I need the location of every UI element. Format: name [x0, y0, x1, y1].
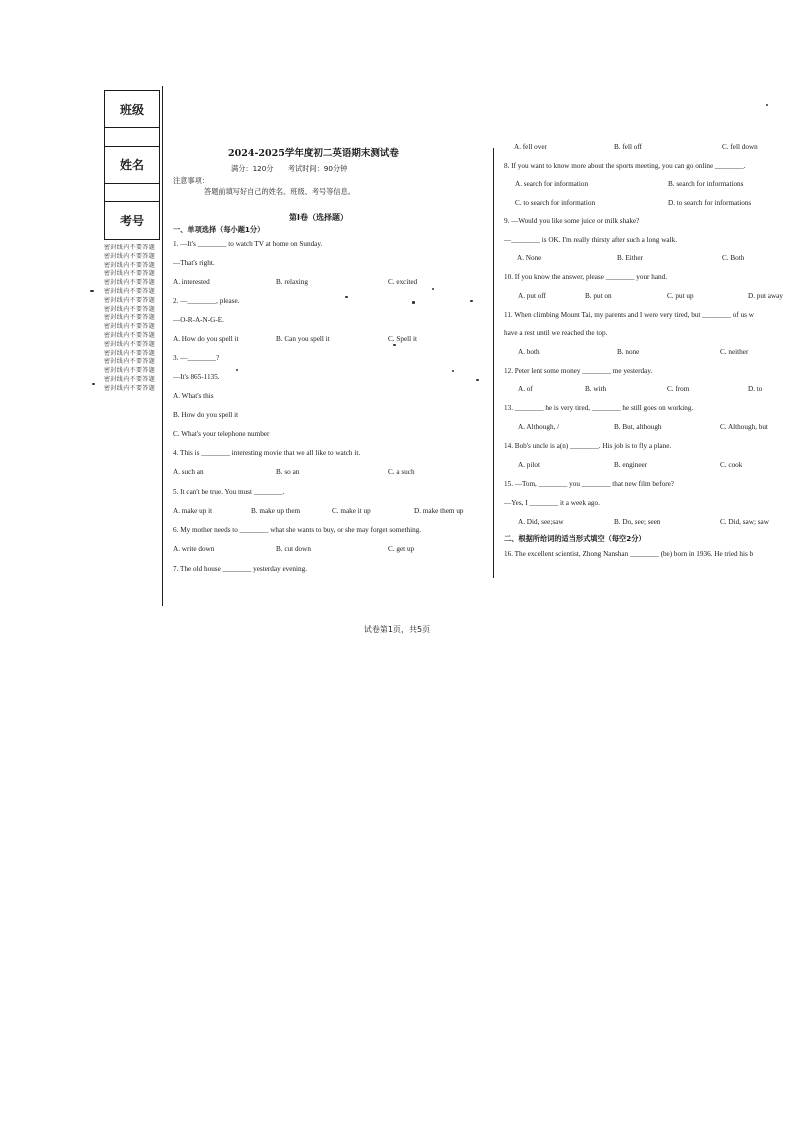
right-line: C. cook	[720, 461, 743, 469]
seal-line-text: 密封线内不要答题密封线内不要答题密封线内不要答题密封线内不要答题密封线内不要答题密封线内不要答题密封线内不要答题密封线内不要答题密封线内不要答题密封线内不要答题密封线内不要答题密封线内不要答题密封线内不要答题密封线内不要答题密封线内不要答题密封线内不要答题密封线内不要答题	[104, 244, 156, 392]
right-line: A. pilot	[518, 461, 540, 469]
right-line: A. put off	[518, 292, 547, 300]
right-line: A. search for information	[515, 180, 589, 188]
exam-title: 2024-2025学年度初二英语期末测试卷	[228, 148, 399, 159]
scan-speck	[452, 370, 454, 372]
right-line: B. search for informations	[668, 180, 744, 188]
right-line: D. put away	[748, 292, 783, 300]
right-line: A. Did, see;saw	[518, 518, 564, 526]
right-line: B. But, although	[614, 423, 662, 431]
left-line: 4. This is ________ interesting movie that we all like to watch it.	[173, 449, 361, 457]
left-line: C. a such	[388, 468, 415, 476]
left-line: 2. —________, please.	[173, 297, 240, 305]
left-line: A. interested	[173, 278, 210, 286]
section-one-heading: 一、单项选择（每小题1分）	[173, 225, 265, 234]
left-line: B. relaxing	[276, 278, 308, 286]
left-line: B. How do you spell it	[173, 411, 239, 419]
right-line: B. Either	[617, 254, 643, 262]
left-line: A. such an	[173, 468, 204, 476]
page-footer: 试卷第1页，共5页	[363, 625, 431, 634]
student-info-box	[104, 90, 160, 240]
left-line: —That's right.	[173, 259, 215, 267]
notes-text: 答题前填写好自己的姓名、班级、考号等信息。	[204, 187, 355, 196]
right-line: have a rest until we reached the top.	[504, 329, 608, 337]
left-line: B. cut down	[276, 545, 311, 553]
right-line: 13. ________ he is very tired, ________ he still goes on working.	[504, 404, 694, 412]
left-line: 3. —________?	[173, 354, 220, 362]
left-line: 1. —It's ________ to watch TV at home on Sunday.	[173, 240, 323, 248]
right-line: —________ is OK. I'm really thirsty after such a long walk.	[504, 236, 677, 244]
right-line: A. fell over	[514, 143, 547, 151]
right-line: 9. —Would you like some juice or milk shake?	[504, 217, 640, 225]
right-line: B. engineer	[614, 461, 648, 469]
right-line: A. of	[518, 385, 533, 393]
scan-speck	[92, 383, 95, 385]
scan-speck	[393, 344, 396, 346]
right-line: A. Although, /	[518, 423, 560, 431]
right-line: 10. If you know the answer, please ________ your hand.	[504, 273, 667, 281]
left-line: —O-R-A-N-G-E.	[173, 316, 224, 324]
right-line: D. to search for informations	[668, 199, 752, 207]
name-label: 姓名	[105, 147, 159, 184]
left-line: C. get up	[388, 545, 415, 553]
left-line: A. How do you spell it	[173, 335, 239, 343]
center-divider-line	[493, 148, 494, 578]
left-line: A. What's this	[173, 392, 214, 400]
notes-label: 注意事项：	[173, 176, 209, 185]
right-line: A. both	[518, 348, 540, 356]
scan-speck	[432, 288, 434, 290]
right-line: 16. The excellent scientist, Zhong Nanshan ________ (be) born in 1936. He tried his b	[504, 550, 754, 558]
class-label: 班级	[105, 91, 159, 128]
right-line: 11. When climbing Mount Tai, my parents and I were very tired, but ________ of us w	[504, 311, 754, 319]
section-two-heading: 二、根据所给词的适当形式填空（每空2分）	[504, 534, 646, 543]
scan-speck	[345, 296, 348, 298]
right-line: C. fell down	[722, 143, 758, 151]
scan-speck	[766, 104, 768, 106]
left-line: —It's 865-1135.	[173, 373, 220, 381]
right-line: 8. If you want to know more about the sports meeting, you can go online ________.	[504, 162, 746, 170]
right-line: C. Although, but	[720, 423, 768, 431]
scan-speck	[476, 379, 479, 381]
right-line: B. put on	[585, 292, 612, 300]
class-field	[105, 128, 159, 147]
left-line: C. Spell it	[388, 335, 417, 343]
right-line: 14. Bob's uncle is a(n) ________. His job is to fly a plane.	[504, 442, 672, 450]
right-line: C. neither	[720, 348, 749, 356]
right-line: B. fell off	[614, 143, 643, 151]
right-line: B. Do, see; seen	[614, 518, 661, 526]
left-line: 5. It can't be true. You must ________.	[173, 488, 285, 496]
right-line: C. Both	[722, 254, 745, 262]
right-line: C. put up	[667, 292, 694, 300]
left-line: D. make them up	[414, 507, 464, 515]
name-field	[105, 184, 159, 203]
right-line: B. none	[617, 348, 640, 356]
right-line: C. from	[667, 385, 690, 393]
right-line: 12. Peter lent some money ________ me yesterday.	[504, 367, 653, 375]
left-divider-line	[162, 86, 163, 606]
scan-speck	[470, 300, 473, 302]
right-line: B. with	[585, 385, 607, 393]
right-line: 15. —Tom, ________ you ________ that new film before?	[504, 480, 674, 488]
exam-number-label: 考号	[119, 214, 144, 228]
left-line: B. so an	[276, 468, 300, 476]
scan-speck	[236, 369, 238, 371]
left-line: 7. The old house ________ yesterday evening.	[173, 565, 308, 573]
score-and-time: 满分：120分 考试时间：90分钟	[231, 164, 348, 173]
left-line: C. make it up	[332, 507, 371, 515]
left-line: C. excited	[388, 278, 418, 286]
right-line: A. None	[517, 254, 542, 262]
left-line: B. Can you spell it	[276, 335, 330, 343]
right-line: —Yes, I ________ it a week ago.	[504, 499, 600, 507]
scan-speck	[90, 290, 94, 292]
left-line: A. write down	[173, 545, 215, 553]
left-line: A. make up it	[173, 507, 213, 515]
left-line: B. make up them	[251, 507, 301, 515]
right-line: D. to	[748, 385, 763, 393]
left-line: 6. My mother needs to ________ what she wants to buy, or she may forget something.	[173, 526, 422, 534]
right-line: C. Did, saw; saw	[720, 518, 769, 526]
scan-speck	[412, 301, 415, 304]
right-line: C. to search for information	[515, 199, 596, 207]
part-one-title: 第Ⅰ卷（选择题）	[289, 213, 348, 222]
left-line: C. What's your telephone number	[173, 430, 270, 438]
